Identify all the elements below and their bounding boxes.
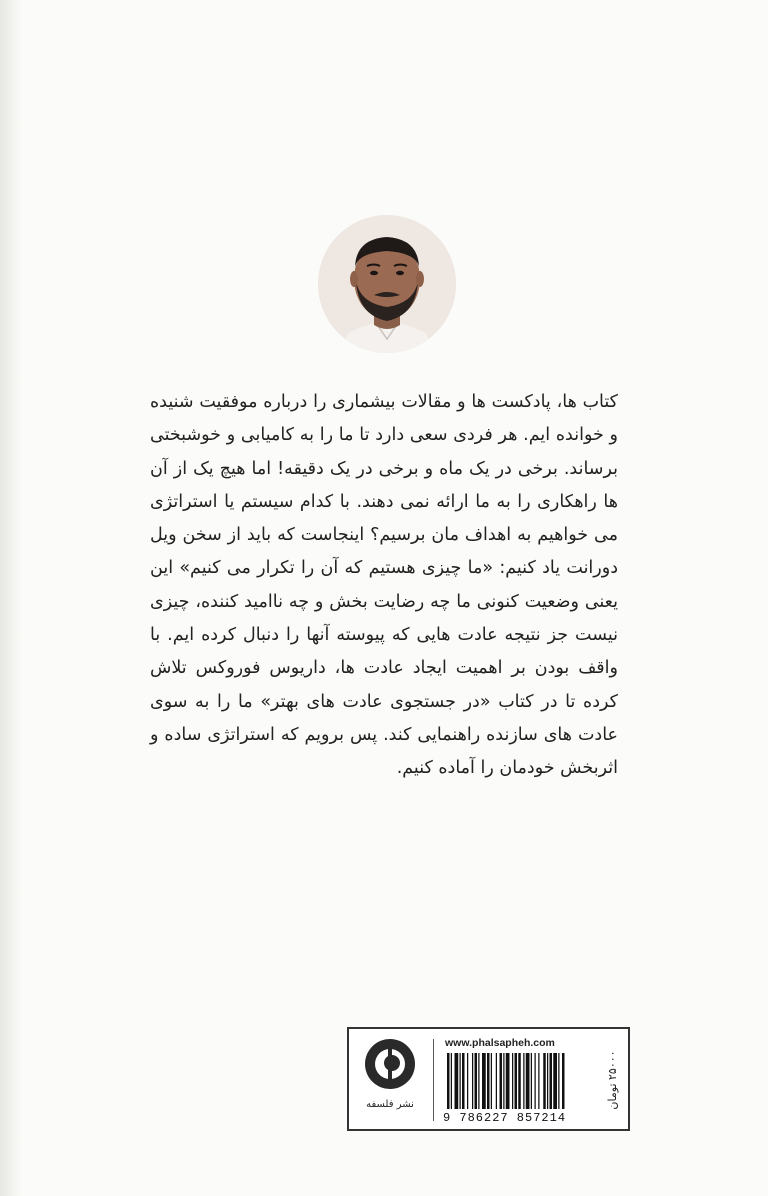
author-portrait-icon — [318, 215, 456, 353]
price-label: ۲۵۰۰۰ تومان — [606, 1050, 619, 1110]
isbn-number: 9 786227 857214 — [443, 1111, 567, 1125]
panel-divider — [433, 1039, 434, 1121]
publisher-logo — [353, 1033, 427, 1125]
back-cover-blurb: کتاب ها، پادکست ها و مقالات بیشماری را درباره موفقیت شنیده و خوانده ایم. هر فردی سعی دارد تا ما را به کامیابی و خوشبختی برساند. برخی در یک ماه و برخی در یک دقیقه! اما هیچ یک از آن ها راهکاری را به ما ارائه نمی دهند. با کدام سیستم یا استراتژی می خواهیم به اهداف مان برسیم؟ اینجاست که باید از سخن ویل دورانت یاد کنیم: «ما چیزی هستیم که آن را تکرار می کنیم» این یعنی وضعیت کنونی ما چه رضایت بخش و چه ناامید کننده، چیزی نیست جز نتیجه عادت هایی که پیوسته آنها را دنبال کرده ایم. با واقف بودن بر اهمیت ایجاد عادت ها، داریوس فوروکس تلاش کرده تا در کتاب «در جستجوی عادت های بهتر» ما را به سوی عادت های سازنده راهنمایی کند. پس برویم که استراتژی ساده و اثربخش خودمان را آماده کنیم. — [150, 392, 618, 779]
spine-shadow — [0, 0, 22, 1196]
isbn-barcode — [447, 1053, 599, 1109]
publisher-website: www.phalsapheh.com — [445, 1037, 555, 1049]
barcode-panel — [347, 1027, 630, 1131]
author-photo — [318, 215, 456, 353]
publisher-emblem-icon — [365, 1039, 415, 1089]
publisher-name: نشر فلسفه — [366, 1099, 414, 1110]
